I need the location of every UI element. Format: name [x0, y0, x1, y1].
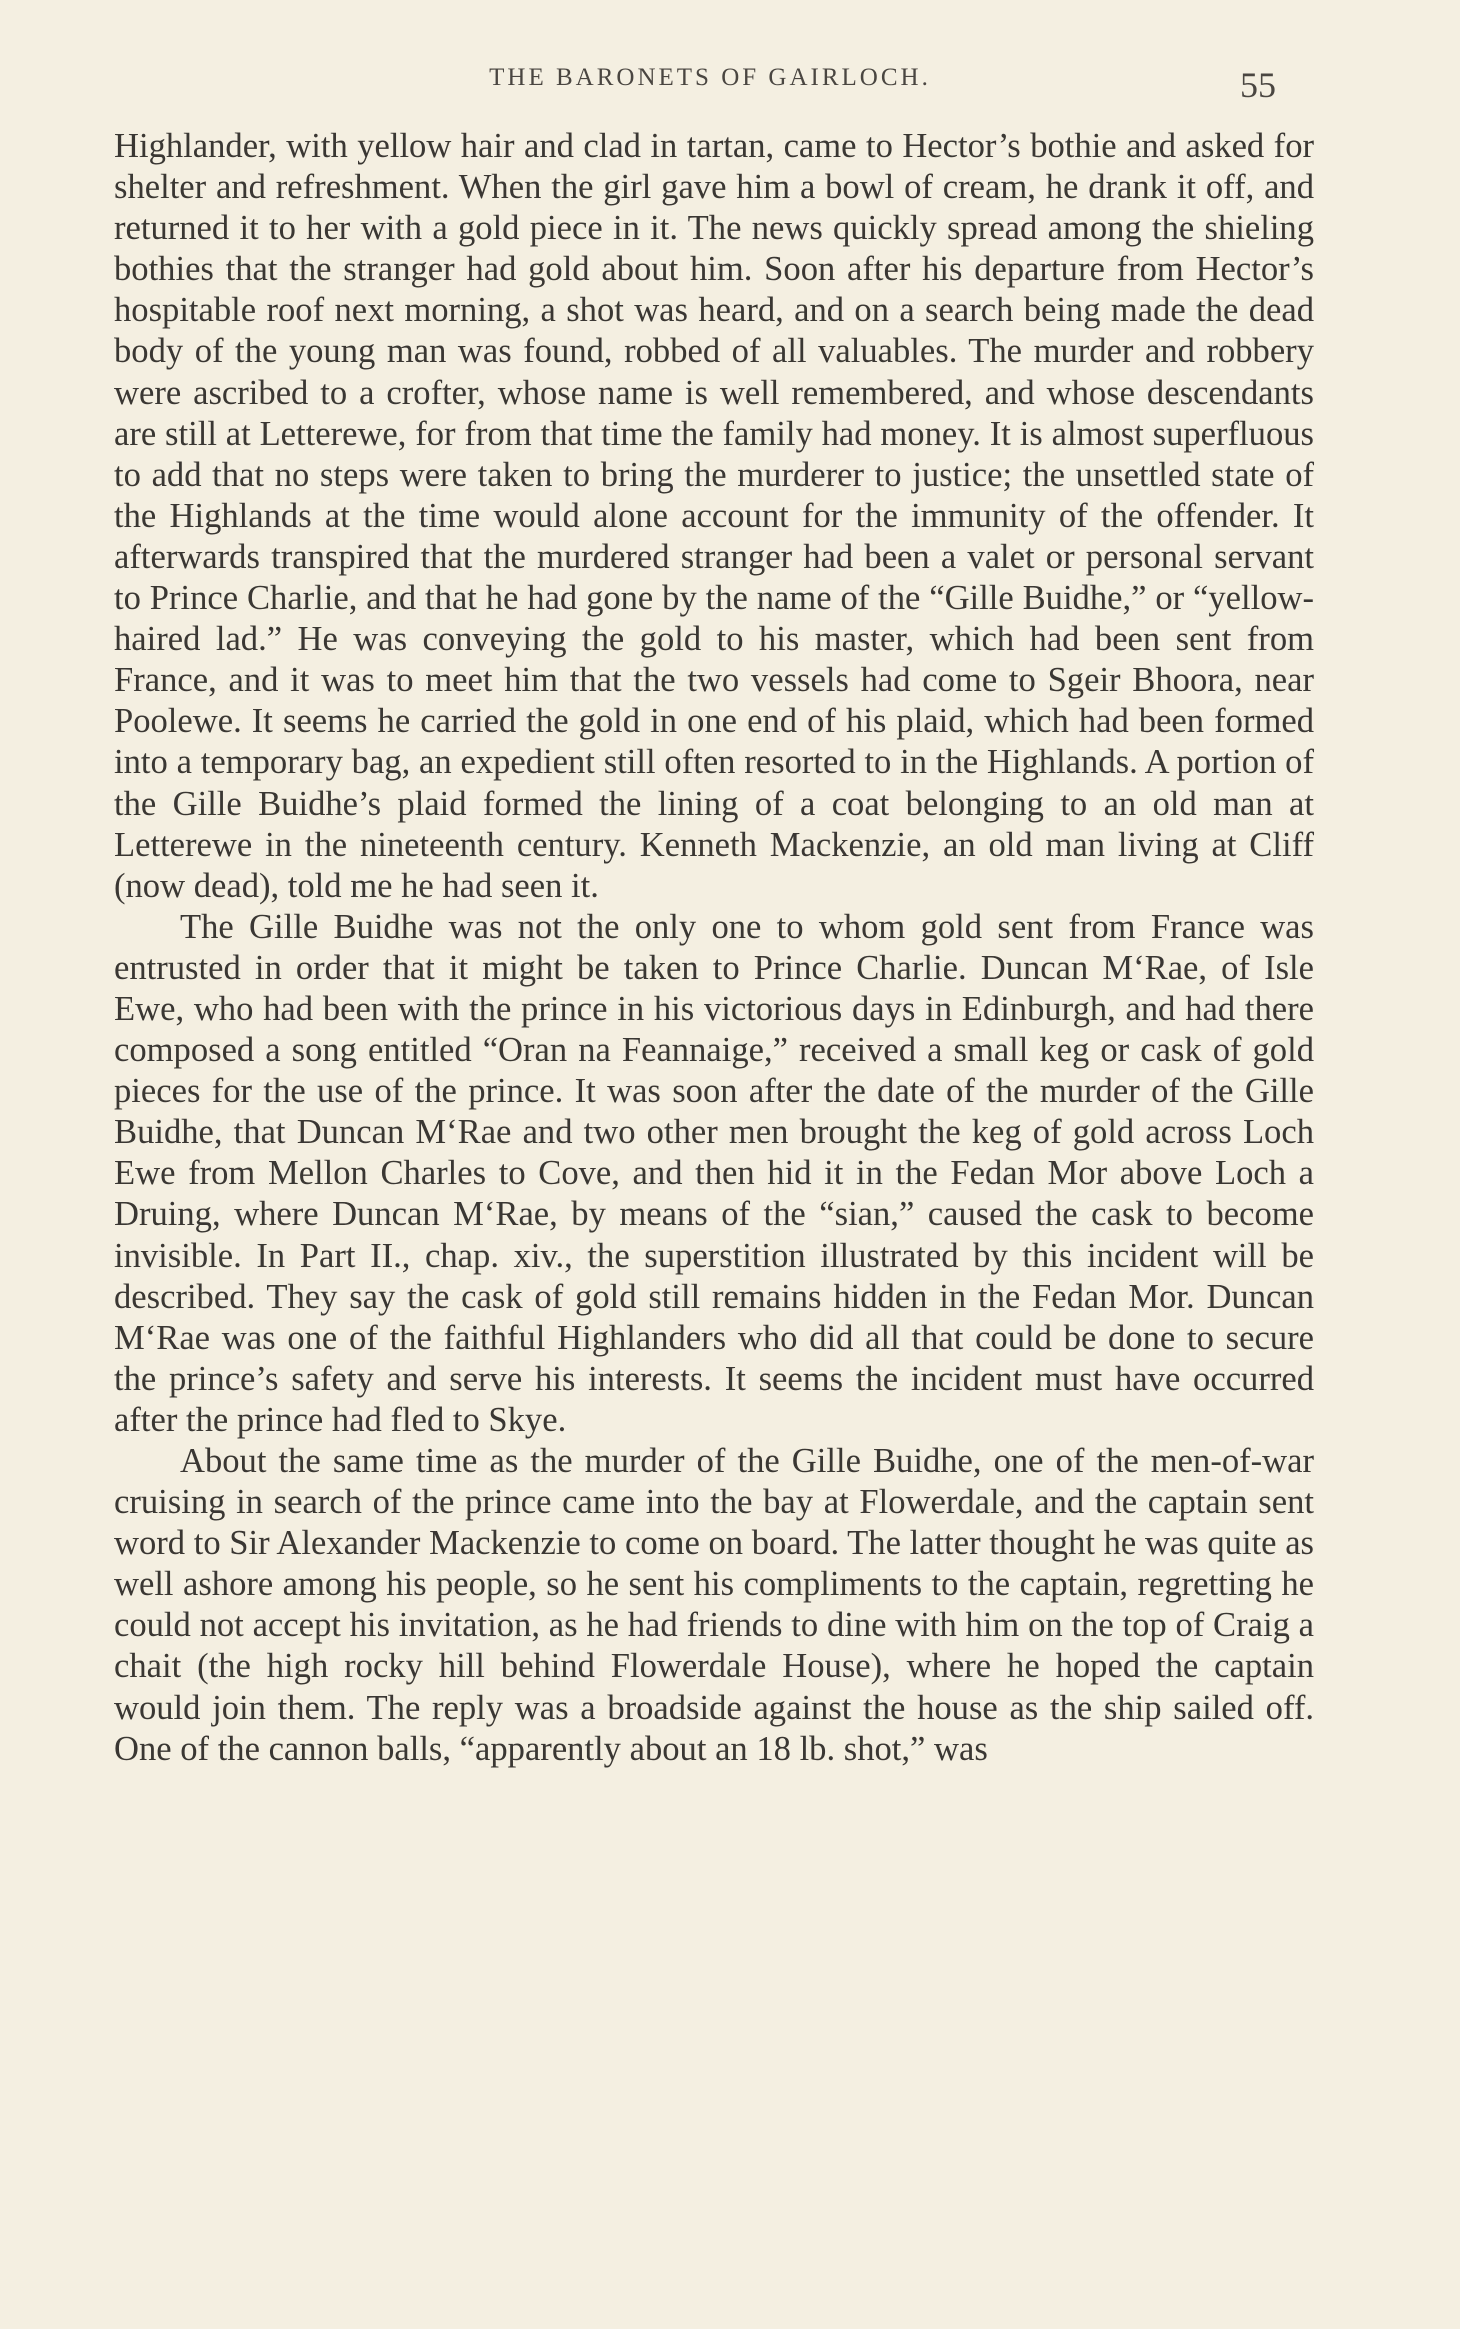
paragraph-continuation: Highlander, with yellow hair and clad in tartan, came to Hector’s bothie and asked for shelter and refreshment. When the girl gave him a bowl of cream, he drank it off, and returned it to her with a gold piece in it. The news quickly spread among the shieling bothies that the stranger had gold about him. Soon after his departure from Hector’s hospitable roof next morning, a shot was heard, and on a search being made the dead body of the young man was found, robbed of all valuables. The murder and robbery were ascribed to a crofter, whose name is well remembered, and whose descendants are still at Letterewe, for from that time the family had money. It is almost superfluous to add that no steps were taken to bring the murderer to justice; the unsettled state of the Highlands at the time would alone account for the immunity of the offender. It afterwards transpired that the murdered stranger had been a valet or personal servant to Prince Charlie, and that he had gone by the name of the “Gille Buidhe,” or “yellow-haired lad.” He was conveying the gold to his master, which had been sent from France, and it was to meet him that the two vessels had come to Sgeir Bhoora, near Poolewe. It seems he carried the gold in one end of his plaid, which had been formed into a temporary bag, an expedient still often resorted to in the Highlands. A portion of the Gille Buidhe’s plaid formed the lining of a coat belonging to an old man at Letterewe in the nineteenth century. Kenneth Mackenzie, an old man living at Cliff (now dead), told me he had seen it. [114, 127, 1314, 905]
running-title: THE BARONETS OF GAIRLOCH. [489, 64, 931, 91]
running-header [0, 58, 1460, 108]
paragraph-gold-keg: The Gille Buidhe was not the only one to whom gold sent from France was entrusted in order that it might be taken to Prince Charlie. Duncan M‘Rae, of Isle Ewe, who had been with the prince in his victorious days in Edinburgh, and had there composed a song entitled “Oran na Feannaige,” received a small keg or cask of gold pieces for the use of the prince. It was soon after the date of the murder of the Gille Buidhe, that Duncan M‘Rae and two other men brought the keg of gold across Loch Ewe from Mellon Charles to Cove, and then hid it in the Fedan Mor above Loch a Druing, where Duncan M‘Rae, by means of the “sian,” caused the cask to become invisible. In Part II., chap. xiv., the superstition illustrated by this incident will be described. They say the cask of gold still remains hidden in the Fedan Mor. Duncan M‘Rae was one of the faithful Highlanders who did all that could be done to secure the prince’s safety and serve his interests. It seems the incident must have occurred after the prince had fled to Skye. [114, 907, 1314, 1439]
page-number: 55 [1240, 65, 1276, 105]
paragraph-man-of-war: About the same time as the murder of the Gille Buidhe, one of the men-of-war cruising in search of the prince came into the bay at Flowerdale, and the captain sent word to Sir Alexander Mackenzie to come on board. The latter thought he was quite as well ashore among his people, so he sent his compliments to the captain, regretting he could not accept his invitation, as he had friends to dine with him on the top of Craig a chait (the high rocky hill behind Flowerdale House), where he hoped the captain would join them. The reply was a broadside against the house as the ship sailed off. One of the cannon balls, “apparently about an 18 lb. shot,” was [114, 1442, 1314, 1768]
body-text [114, 126, 1314, 1770]
